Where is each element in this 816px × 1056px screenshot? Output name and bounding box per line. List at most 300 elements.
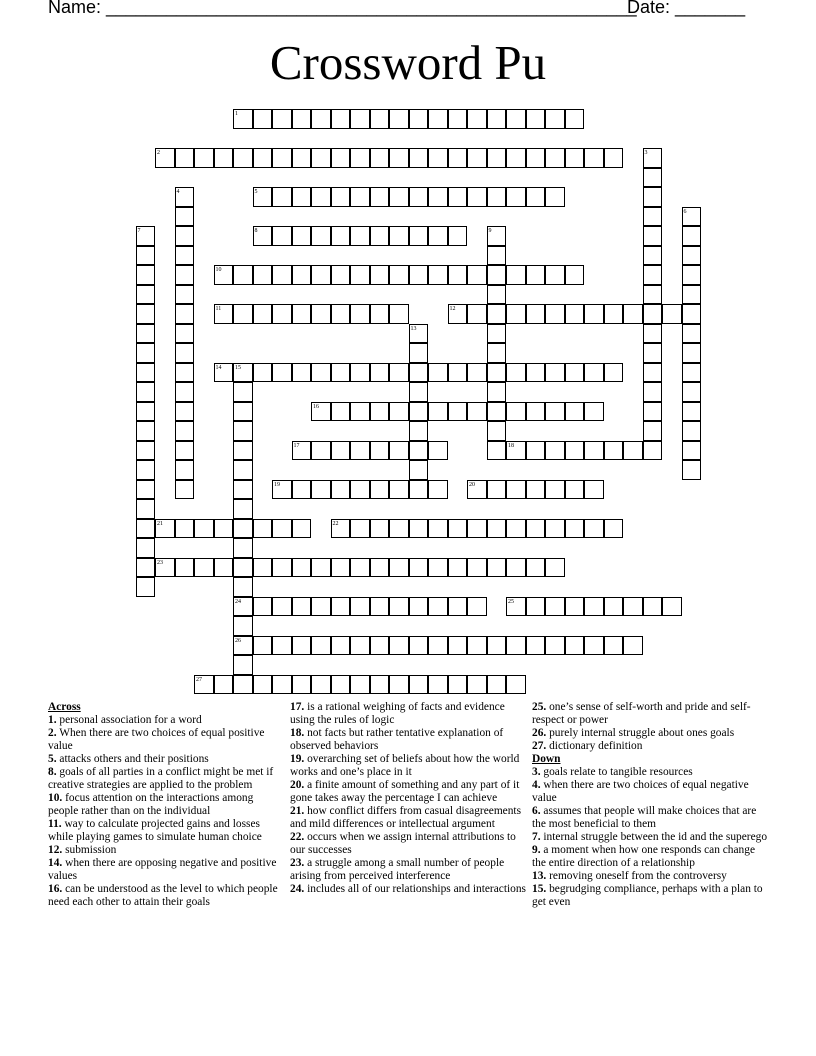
grid-cell[interactable] bbox=[389, 597, 409, 617]
grid-cell[interactable] bbox=[253, 675, 273, 695]
grid-cell[interactable] bbox=[370, 441, 390, 461]
grid-cell[interactable] bbox=[506, 480, 526, 500]
grid-cell[interactable] bbox=[370, 558, 390, 578]
grid-cell[interactable] bbox=[506, 109, 526, 129]
grid-cell[interactable] bbox=[292, 675, 312, 695]
grid-cell[interactable] bbox=[428, 597, 448, 617]
grid-cell[interactable] bbox=[389, 109, 409, 129]
grid-cell[interactable] bbox=[370, 363, 390, 383]
grid-cell[interactable] bbox=[643, 168, 663, 188]
grid-cell[interactable] bbox=[389, 265, 409, 285]
grid-cell[interactable] bbox=[409, 148, 429, 168]
grid-cell[interactable] bbox=[487, 285, 507, 305]
grid-cell[interactable] bbox=[136, 402, 156, 422]
grid-cell[interactable] bbox=[643, 402, 663, 422]
grid-cell[interactable] bbox=[487, 265, 507, 285]
grid-cell[interactable] bbox=[526, 558, 546, 578]
grid-cell[interactable] bbox=[467, 265, 487, 285]
grid-cell[interactable] bbox=[389, 675, 409, 695]
grid-cell[interactable] bbox=[331, 441, 351, 461]
grid-cell[interactable] bbox=[428, 636, 448, 656]
grid-cell[interactable] bbox=[136, 499, 156, 519]
grid-cell[interactable] bbox=[389, 304, 409, 324]
grid-cell[interactable] bbox=[506, 265, 526, 285]
grid-cell[interactable] bbox=[584, 441, 604, 461]
grid-cell[interactable] bbox=[467, 675, 487, 695]
grid-cell[interactable] bbox=[467, 558, 487, 578]
grid-cell[interactable] bbox=[370, 226, 390, 246]
grid-cell[interactable] bbox=[428, 558, 448, 578]
grid-cell[interactable] bbox=[506, 148, 526, 168]
grid-cell[interactable] bbox=[292, 519, 312, 539]
grid-cell[interactable] bbox=[604, 519, 624, 539]
grid-cell[interactable] bbox=[526, 480, 546, 500]
grid-cell[interactable] bbox=[643, 363, 663, 383]
grid-cell[interactable] bbox=[428, 148, 448, 168]
grid-cell[interactable] bbox=[565, 148, 585, 168]
grid-cell[interactable] bbox=[584, 304, 604, 324]
grid-cell[interactable] bbox=[370, 519, 390, 539]
grid-cell[interactable] bbox=[643, 207, 663, 227]
grid-cell[interactable] bbox=[233, 538, 253, 558]
grid-cell[interactable] bbox=[428, 441, 448, 461]
grid-cell[interactable] bbox=[448, 187, 468, 207]
grid-cell[interactable] bbox=[350, 558, 370, 578]
grid-cell[interactable] bbox=[331, 558, 351, 578]
grid-cell[interactable] bbox=[428, 109, 448, 129]
grid-cell[interactable] bbox=[175, 519, 195, 539]
grid-cell[interactable] bbox=[311, 597, 331, 617]
grid-cell[interactable] bbox=[526, 597, 546, 617]
grid-cell[interactable] bbox=[311, 226, 331, 246]
grid-cell[interactable] bbox=[565, 480, 585, 500]
grid-cell[interactable] bbox=[136, 441, 156, 461]
grid-cell[interactable] bbox=[428, 480, 448, 500]
grid-cell[interactable] bbox=[467, 636, 487, 656]
grid-cell[interactable] bbox=[175, 343, 195, 363]
grid-cell[interactable] bbox=[545, 109, 565, 129]
grid-cell[interactable] bbox=[428, 675, 448, 695]
grid-cell[interactable] bbox=[370, 402, 390, 422]
grid-cell[interactable] bbox=[506, 402, 526, 422]
grid-cell[interactable] bbox=[526, 441, 546, 461]
grid-cell[interactable] bbox=[487, 304, 507, 324]
grid-cell[interactable] bbox=[214, 148, 234, 168]
grid-cell[interactable] bbox=[175, 324, 195, 344]
grid-cell[interactable] bbox=[409, 480, 429, 500]
grid-cell[interactable] bbox=[604, 636, 624, 656]
grid-cell[interactable] bbox=[350, 304, 370, 324]
grid-cell[interactable] bbox=[643, 597, 663, 617]
grid-cell[interactable] bbox=[136, 304, 156, 324]
grid-cell[interactable] bbox=[623, 304, 643, 324]
grid-cell[interactable] bbox=[292, 597, 312, 617]
grid-cell[interactable] bbox=[272, 148, 292, 168]
grid-cell[interactable] bbox=[643, 324, 663, 344]
grid-cell[interactable] bbox=[331, 304, 351, 324]
grid-cell[interactable] bbox=[487, 519, 507, 539]
grid-cell[interactable] bbox=[370, 187, 390, 207]
grid-cell[interactable] bbox=[565, 597, 585, 617]
grid-cell[interactable] bbox=[370, 265, 390, 285]
grid-cell[interactable] bbox=[428, 265, 448, 285]
grid-cell[interactable] bbox=[136, 382, 156, 402]
grid-cell[interactable] bbox=[389, 519, 409, 539]
grid-cell[interactable] bbox=[545, 265, 565, 285]
grid-cell[interactable] bbox=[545, 148, 565, 168]
grid-cell[interactable] bbox=[584, 148, 604, 168]
grid-cell[interactable] bbox=[623, 597, 643, 617]
grid-cell[interactable] bbox=[526, 265, 546, 285]
grid-cell[interactable] bbox=[487, 187, 507, 207]
grid-cell[interactable] bbox=[604, 363, 624, 383]
grid-cell[interactable] bbox=[428, 519, 448, 539]
grid-cell[interactable] bbox=[643, 304, 663, 324]
grid-cell[interactable] bbox=[409, 265, 429, 285]
grid-cell[interactable] bbox=[136, 480, 156, 500]
grid-cell[interactable] bbox=[389, 226, 409, 246]
grid-cell[interactable] bbox=[526, 636, 546, 656]
grid-cell[interactable] bbox=[350, 675, 370, 695]
grid-cell[interactable] bbox=[292, 480, 312, 500]
grid-cell[interactable] bbox=[682, 441, 702, 461]
grid-cell[interactable] bbox=[428, 187, 448, 207]
grid-cell[interactable] bbox=[292, 226, 312, 246]
grid-cell[interactable] bbox=[292, 187, 312, 207]
grid-cell[interactable] bbox=[175, 246, 195, 266]
grid-cell[interactable] bbox=[253, 363, 273, 383]
grid-cell[interactable] bbox=[526, 304, 546, 324]
grid-cell[interactable] bbox=[467, 187, 487, 207]
grid-cell[interactable] bbox=[233, 421, 253, 441]
grid-cell[interactable] bbox=[565, 519, 585, 539]
grid-cell[interactable] bbox=[136, 285, 156, 305]
grid-cell[interactable] bbox=[370, 597, 390, 617]
grid-cell[interactable] bbox=[233, 480, 253, 500]
grid-cell[interactable] bbox=[526, 148, 546, 168]
grid-cell[interactable] bbox=[272, 558, 292, 578]
grid-cell[interactable] bbox=[526, 402, 546, 422]
grid-cell[interactable] bbox=[409, 187, 429, 207]
grid-cell[interactable] bbox=[370, 304, 390, 324]
grid-cell[interactable] bbox=[565, 304, 585, 324]
grid-cell[interactable] bbox=[643, 265, 663, 285]
grid-cell[interactable] bbox=[350, 480, 370, 500]
grid-cell[interactable] bbox=[682, 343, 702, 363]
grid-cell[interactable] bbox=[253, 558, 273, 578]
grid-cell[interactable] bbox=[487, 480, 507, 500]
grid-cell[interactable] bbox=[467, 597, 487, 617]
grid-cell[interactable] bbox=[506, 519, 526, 539]
grid-cell[interactable] bbox=[350, 441, 370, 461]
grid-cell[interactable] bbox=[370, 675, 390, 695]
grid-cell[interactable] bbox=[175, 285, 195, 305]
grid-cell[interactable] bbox=[487, 441, 507, 461]
grid-cell[interactable] bbox=[272, 636, 292, 656]
grid-cell[interactable] bbox=[175, 460, 195, 480]
grid-cell[interactable] bbox=[194, 519, 214, 539]
grid-cell[interactable] bbox=[136, 421, 156, 441]
grid-cell[interactable] bbox=[409, 109, 429, 129]
grid-cell[interactable] bbox=[272, 187, 292, 207]
grid-cell[interactable] bbox=[233, 304, 253, 324]
grid-cell[interactable] bbox=[682, 324, 702, 344]
grid-cell[interactable] bbox=[233, 265, 253, 285]
grid-cell[interactable] bbox=[292, 636, 312, 656]
grid-cell[interactable] bbox=[292, 558, 312, 578]
grid-cell[interactable] bbox=[565, 636, 585, 656]
grid-cell[interactable] bbox=[311, 304, 331, 324]
grid-cell[interactable] bbox=[682, 363, 702, 383]
grid-cell[interactable] bbox=[194, 148, 214, 168]
grid-cell[interactable] bbox=[506, 304, 526, 324]
grid-cell[interactable] bbox=[175, 558, 195, 578]
grid-cell[interactable] bbox=[311, 441, 331, 461]
grid-cell[interactable] bbox=[545, 636, 565, 656]
grid-cell[interactable] bbox=[136, 519, 156, 539]
grid-cell[interactable] bbox=[136, 246, 156, 266]
grid-cell[interactable] bbox=[448, 402, 468, 422]
grid-cell[interactable] bbox=[311, 265, 331, 285]
grid-cell[interactable] bbox=[584, 636, 604, 656]
grid-cell[interactable] bbox=[175, 265, 195, 285]
grid-cell[interactable] bbox=[448, 675, 468, 695]
grid-cell[interactable] bbox=[331, 148, 351, 168]
grid-cell[interactable] bbox=[350, 597, 370, 617]
grid-cell[interactable] bbox=[272, 109, 292, 129]
grid-cell[interactable] bbox=[136, 558, 156, 578]
grid-cell[interactable] bbox=[311, 558, 331, 578]
grid-cell[interactable] bbox=[311, 109, 331, 129]
grid-cell[interactable] bbox=[565, 109, 585, 129]
grid-cell[interactable] bbox=[350, 402, 370, 422]
grid-cell[interactable] bbox=[682, 421, 702, 441]
grid-cell[interactable] bbox=[428, 226, 448, 246]
grid-cell[interactable] bbox=[545, 187, 565, 207]
grid-cell[interactable] bbox=[350, 363, 370, 383]
grid-cell[interactable] bbox=[370, 148, 390, 168]
grid-cell[interactable] bbox=[331, 187, 351, 207]
grid-cell[interactable] bbox=[448, 597, 468, 617]
grid-cell[interactable] bbox=[272, 226, 292, 246]
grid-cell[interactable] bbox=[623, 441, 643, 461]
grid-cell[interactable] bbox=[331, 636, 351, 656]
grid-cell[interactable] bbox=[272, 363, 292, 383]
grid-cell[interactable] bbox=[604, 304, 624, 324]
grid-cell[interactable] bbox=[409, 558, 429, 578]
grid-cell[interactable] bbox=[272, 304, 292, 324]
grid-cell[interactable] bbox=[409, 421, 429, 441]
grid-cell[interactable] bbox=[389, 558, 409, 578]
grid-cell[interactable] bbox=[487, 421, 507, 441]
grid-cell[interactable] bbox=[214, 558, 234, 578]
grid-cell[interactable] bbox=[506, 187, 526, 207]
grid-cell[interactable] bbox=[506, 558, 526, 578]
grid-cell[interactable] bbox=[467, 148, 487, 168]
grid-cell[interactable] bbox=[428, 402, 448, 422]
grid-cell[interactable] bbox=[487, 402, 507, 422]
grid-cell[interactable] bbox=[487, 246, 507, 266]
grid-cell[interactable] bbox=[389, 363, 409, 383]
grid-cell[interactable] bbox=[175, 402, 195, 422]
grid-cell[interactable] bbox=[604, 148, 624, 168]
grid-cell[interactable] bbox=[233, 499, 253, 519]
grid-cell[interactable] bbox=[584, 597, 604, 617]
grid-cell[interactable] bbox=[389, 402, 409, 422]
grid-cell[interactable] bbox=[175, 363, 195, 383]
grid-cell[interactable] bbox=[643, 246, 663, 266]
grid-cell[interactable] bbox=[272, 519, 292, 539]
grid-cell[interactable] bbox=[448, 519, 468, 539]
grid-cell[interactable] bbox=[175, 304, 195, 324]
grid-cell[interactable] bbox=[409, 402, 429, 422]
grid-cell[interactable] bbox=[545, 402, 565, 422]
grid-cell[interactable] bbox=[409, 382, 429, 402]
grid-cell[interactable] bbox=[194, 558, 214, 578]
grid-cell[interactable] bbox=[604, 597, 624, 617]
grid-cell[interactable] bbox=[682, 285, 702, 305]
grid-cell[interactable] bbox=[682, 460, 702, 480]
grid-cell[interactable] bbox=[331, 480, 351, 500]
grid-cell[interactable] bbox=[487, 324, 507, 344]
grid-cell[interactable] bbox=[409, 460, 429, 480]
grid-cell[interactable] bbox=[370, 480, 390, 500]
grid-cell[interactable] bbox=[545, 304, 565, 324]
grid-cell[interactable] bbox=[350, 265, 370, 285]
grid-cell[interactable] bbox=[467, 402, 487, 422]
grid-cell[interactable] bbox=[370, 636, 390, 656]
grid-cell[interactable] bbox=[682, 226, 702, 246]
grid-cell[interactable] bbox=[389, 187, 409, 207]
grid-cell[interactable] bbox=[331, 597, 351, 617]
grid-cell[interactable] bbox=[331, 109, 351, 129]
grid-cell[interactable] bbox=[526, 519, 546, 539]
grid-cell[interactable] bbox=[292, 304, 312, 324]
grid-cell[interactable] bbox=[253, 636, 273, 656]
grid-cell[interactable] bbox=[682, 246, 702, 266]
grid-cell[interactable] bbox=[487, 636, 507, 656]
grid-cell[interactable] bbox=[565, 441, 585, 461]
grid-cell[interactable] bbox=[545, 441, 565, 461]
grid-cell[interactable] bbox=[526, 109, 546, 129]
grid-cell[interactable] bbox=[214, 519, 234, 539]
grid-cell[interactable] bbox=[292, 148, 312, 168]
grid-cell[interactable] bbox=[233, 675, 253, 695]
grid-cell[interactable] bbox=[175, 148, 195, 168]
grid-cell[interactable] bbox=[136, 460, 156, 480]
grid-cell[interactable] bbox=[272, 265, 292, 285]
grid-cell[interactable] bbox=[370, 109, 390, 129]
grid-cell[interactable] bbox=[623, 636, 643, 656]
grid-cell[interactable] bbox=[214, 675, 234, 695]
grid-cell[interactable] bbox=[467, 304, 487, 324]
grid-cell[interactable] bbox=[448, 109, 468, 129]
grid-cell[interactable] bbox=[136, 343, 156, 363]
grid-cell[interactable] bbox=[448, 265, 468, 285]
grid-cell[interactable] bbox=[682, 304, 702, 324]
grid-cell[interactable] bbox=[175, 207, 195, 227]
grid-cell[interactable] bbox=[253, 597, 273, 617]
grid-cell[interactable] bbox=[253, 304, 273, 324]
grid-cell[interactable] bbox=[233, 460, 253, 480]
grid-cell[interactable] bbox=[311, 480, 331, 500]
grid-cell[interactable] bbox=[565, 363, 585, 383]
grid-cell[interactable] bbox=[136, 538, 156, 558]
grid-cell[interactable] bbox=[136, 363, 156, 383]
grid-cell[interactable] bbox=[526, 187, 546, 207]
grid-cell[interactable] bbox=[487, 675, 507, 695]
grid-cell[interactable] bbox=[389, 441, 409, 461]
grid-cell[interactable] bbox=[487, 382, 507, 402]
grid-cell[interactable] bbox=[643, 285, 663, 305]
grid-cell[interactable] bbox=[350, 226, 370, 246]
grid-cell[interactable] bbox=[545, 597, 565, 617]
grid-cell[interactable] bbox=[448, 558, 468, 578]
grid-cell[interactable] bbox=[487, 109, 507, 129]
grid-cell[interactable] bbox=[467, 519, 487, 539]
grid-cell[interactable] bbox=[682, 402, 702, 422]
grid-cell[interactable] bbox=[545, 480, 565, 500]
grid-cell[interactable] bbox=[448, 226, 468, 246]
grid-cell[interactable] bbox=[233, 148, 253, 168]
grid-cell[interactable] bbox=[565, 265, 585, 285]
grid-cell[interactable] bbox=[545, 363, 565, 383]
grid-cell[interactable] bbox=[350, 187, 370, 207]
grid-cell[interactable] bbox=[487, 558, 507, 578]
grid-cell[interactable] bbox=[565, 402, 585, 422]
grid-cell[interactable] bbox=[506, 363, 526, 383]
grid-cell[interactable] bbox=[448, 636, 468, 656]
grid-cell[interactable] bbox=[662, 597, 682, 617]
grid-cell[interactable] bbox=[331, 265, 351, 285]
grid-cell[interactable] bbox=[175, 382, 195, 402]
grid-cell[interactable] bbox=[311, 675, 331, 695]
grid-cell[interactable] bbox=[350, 148, 370, 168]
grid-cell[interactable] bbox=[233, 382, 253, 402]
grid-cell[interactable] bbox=[682, 265, 702, 285]
grid-cell[interactable] bbox=[487, 343, 507, 363]
grid-cell[interactable] bbox=[136, 324, 156, 344]
grid-cell[interactable] bbox=[233, 402, 253, 422]
grid-cell[interactable] bbox=[175, 226, 195, 246]
grid-cell[interactable] bbox=[545, 558, 565, 578]
grid-cell[interactable] bbox=[409, 597, 429, 617]
grid-cell[interactable] bbox=[331, 226, 351, 246]
grid-cell[interactable] bbox=[311, 363, 331, 383]
grid-cell[interactable] bbox=[643, 226, 663, 246]
grid-cell[interactable] bbox=[584, 519, 604, 539]
grid-cell[interactable] bbox=[545, 519, 565, 539]
grid-cell[interactable] bbox=[311, 636, 331, 656]
grid-cell[interactable] bbox=[643, 382, 663, 402]
grid-cell[interactable] bbox=[389, 148, 409, 168]
grid-cell[interactable] bbox=[331, 675, 351, 695]
grid-cell[interactable] bbox=[253, 148, 273, 168]
grid-cell[interactable] bbox=[311, 148, 331, 168]
grid-cell[interactable] bbox=[448, 363, 468, 383]
grid-cell[interactable] bbox=[682, 382, 702, 402]
grid-cell[interactable] bbox=[643, 343, 663, 363]
grid-cell[interactable] bbox=[253, 109, 273, 129]
grid-cell[interactable] bbox=[253, 265, 273, 285]
grid-cell[interactable] bbox=[604, 441, 624, 461]
grid-cell[interactable] bbox=[175, 441, 195, 461]
grid-cell[interactable] bbox=[662, 304, 682, 324]
grid-cell[interactable] bbox=[253, 519, 273, 539]
grid-cell[interactable] bbox=[643, 187, 663, 207]
grid-cell[interactable] bbox=[350, 519, 370, 539]
grid-cell[interactable] bbox=[487, 363, 507, 383]
